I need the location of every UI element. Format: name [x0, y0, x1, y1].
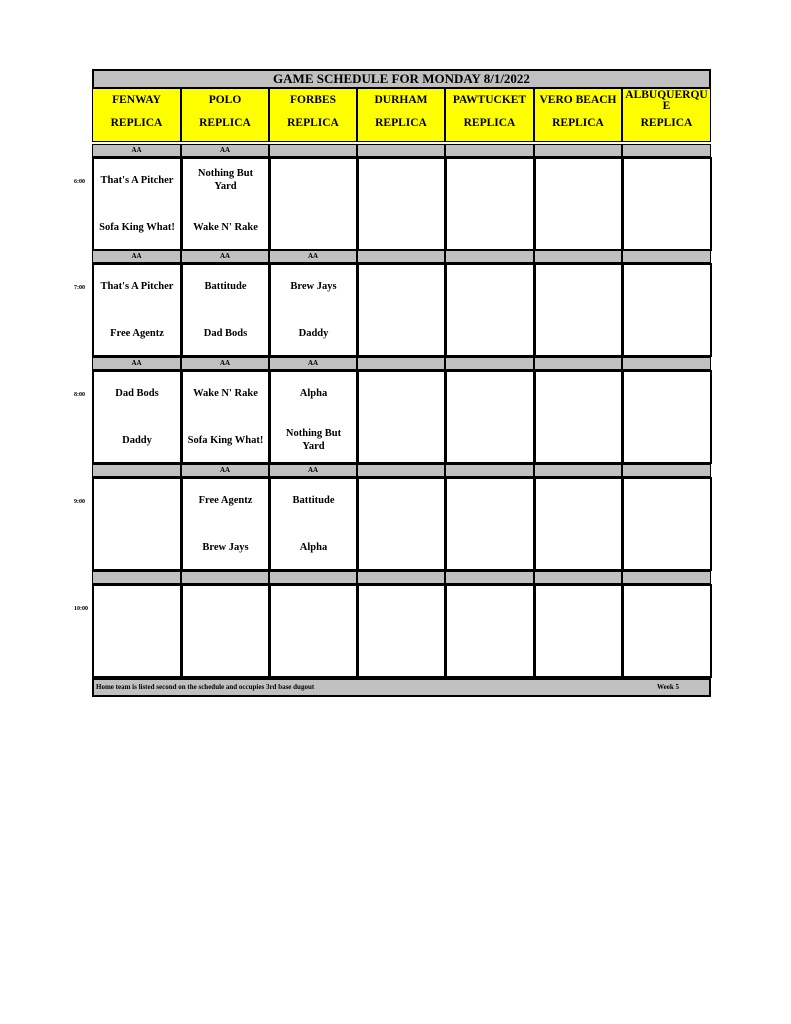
game-cell: [181, 157, 270, 251]
away-team: Wake N' Rake: [193, 388, 258, 399]
division-label: [622, 571, 711, 584]
game-cell: [92, 477, 182, 571]
division-label: [357, 144, 445, 157]
game-cell: [445, 263, 535, 357]
away-team: That's A Pitcher: [100, 281, 174, 292]
game-cell: [534, 370, 623, 464]
game-cell: [269, 584, 358, 678]
field-header: [269, 89, 357, 142]
game-cell: [181, 263, 270, 357]
game-cell: [445, 370, 535, 464]
game-cell: [622, 263, 712, 357]
game-cell: [534, 477, 623, 571]
field-header: [181, 89, 269, 142]
time-label: 7:00: [74, 285, 85, 291]
away-team: Alpha: [299, 388, 328, 399]
game-cell: [269, 477, 358, 571]
game-cell: [357, 584, 446, 678]
division-label: [445, 250, 534, 263]
game-cell: [181, 370, 270, 464]
division-label: [92, 571, 181, 584]
division-label: [357, 464, 445, 477]
field-header: [534, 89, 622, 142]
field-subtitle: REPLICA: [552, 117, 604, 129]
field-subtitle: REPLICA: [199, 117, 251, 129]
division-label: [357, 250, 445, 263]
game-cell: [622, 477, 712, 571]
game-cell: [269, 370, 358, 464]
home-team: Wake N' Rake: [193, 222, 258, 233]
field-subtitle: REPLICA: [287, 117, 339, 129]
division-label: AA: [269, 250, 357, 263]
division-label: [357, 357, 445, 370]
home-team: Sofa King What!: [187, 435, 264, 446]
home-team-note: Home team is listed second on the schedule and occupies 3rd base dugout: [96, 683, 315, 691]
schedule-title: GAME SCHEDULE FOR MONDAY 8/1/2022: [92, 69, 711, 89]
field-header: [92, 89, 181, 142]
home-team: Sofa King What!: [99, 222, 175, 233]
division-label: [534, 357, 622, 370]
time-label: 8:00: [74, 392, 85, 398]
field-name: ALBUQUERQU E: [625, 89, 708, 112]
division-label: [445, 464, 534, 477]
division-label: [269, 144, 357, 157]
division-label: [622, 357, 711, 370]
division-label: [534, 571, 622, 584]
division-label: AA: [181, 250, 269, 263]
game-cell: [534, 584, 623, 678]
game-cell: [92, 263, 182, 357]
home-team: Free Agentz: [110, 328, 164, 339]
home-team: Daddy: [298, 328, 329, 339]
division-label: [445, 144, 534, 157]
division-label: AA: [92, 357, 181, 370]
field-header: [445, 89, 534, 142]
game-cell: [445, 477, 535, 571]
game-cell: [357, 263, 446, 357]
field-subtitle: REPLICA: [640, 117, 693, 129]
division-label: [622, 250, 711, 263]
game-cell: [269, 263, 358, 357]
game-cell: [534, 263, 623, 357]
field-name: PAWTUCKET: [452, 94, 527, 106]
game-cell: [92, 157, 182, 251]
home-team: Brew Jays: [202, 542, 249, 553]
game-cell: [622, 370, 712, 464]
away-team: Free Agentz: [198, 495, 253, 506]
division-label: [357, 571, 445, 584]
field-header: [357, 89, 445, 142]
division-label: [445, 571, 534, 584]
time-label: 10:00: [74, 606, 88, 612]
division-label: AA: [269, 464, 357, 477]
game-cell: [181, 477, 270, 571]
week-label: Week 5: [657, 683, 679, 691]
away-team: That's A Pitcher: [100, 175, 174, 186]
game-cell: [357, 157, 446, 251]
division-label: AA: [181, 144, 269, 157]
game-cell: [181, 584, 270, 678]
division-label: [534, 144, 622, 157]
game-cell: [622, 157, 712, 251]
home-team: Nothing But Yard: [285, 428, 342, 452]
away-team: Brew Jays: [290, 281, 337, 292]
division-label: [92, 464, 181, 477]
field-subtitle: REPLICA: [463, 117, 516, 129]
field-name: POLO: [208, 94, 242, 106]
division-label: AA: [92, 144, 181, 157]
division-label: AA: [269, 357, 357, 370]
field-name: DURHAM: [374, 94, 428, 106]
game-cell: [445, 584, 535, 678]
away-team: Nothing But Yard: [197, 168, 254, 192]
schedule-footer: [92, 678, 711, 697]
field-subtitle: REPLICA: [375, 117, 427, 129]
game-cell: [357, 370, 446, 464]
division-label: AA: [92, 250, 181, 263]
home-team: Dad Bods: [203, 328, 248, 339]
home-team: Alpha: [299, 542, 328, 553]
game-cell: [92, 584, 182, 678]
game-cell: [92, 370, 182, 464]
game-cell: [622, 584, 712, 678]
home-team: Daddy: [122, 435, 152, 446]
division-label: AA: [181, 357, 269, 370]
division-label: [534, 250, 622, 263]
away-team: Battitude: [292, 495, 335, 506]
division-label: [622, 464, 711, 477]
away-team: Battitude: [204, 281, 247, 292]
game-cell: [534, 157, 623, 251]
away-team: Dad Bods: [115, 388, 159, 399]
field-name: FENWAY: [112, 94, 161, 106]
division-label: AA: [181, 464, 269, 477]
game-cell: [357, 477, 446, 571]
game-cell: [269, 157, 358, 251]
field-header: [622, 89, 711, 142]
division-label: [181, 571, 269, 584]
time-label: 9:00: [74, 499, 85, 505]
division-label: [445, 357, 534, 370]
game-cell: [445, 157, 535, 251]
time-label: 6:00: [74, 179, 85, 185]
field-subtitle: REPLICA: [110, 117, 163, 129]
division-label: [534, 464, 622, 477]
field-name: VERO BEACH: [539, 94, 617, 106]
field-name: FORBES: [289, 94, 336, 106]
division-label: [622, 144, 711, 157]
schedule-sheet: [92, 69, 711, 697]
division-label: [269, 571, 357, 584]
